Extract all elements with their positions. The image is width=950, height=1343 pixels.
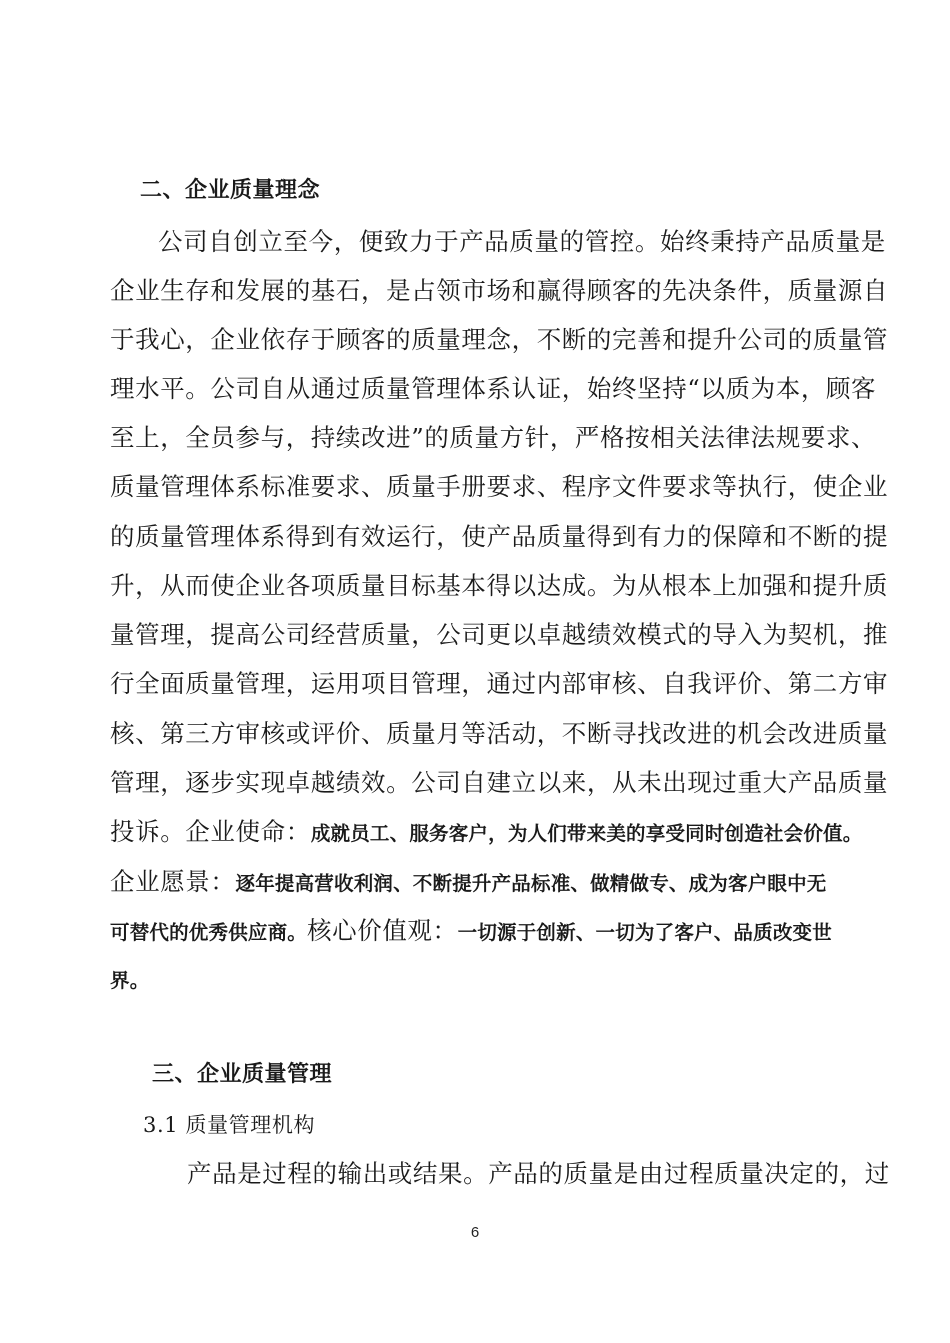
vision-line: [110, 867, 827, 899]
paragraph-line: 核、第三方审核或评价、质量月等活动，不断寻找改进的机会改进质量: [110, 719, 889, 748]
mission-label: 投诉。企业使命：: [110, 817, 311, 846]
core-values-text-end: 界。: [110, 969, 150, 992]
mission-text: 成就员工、服务客户，为人们带来美的享受同时创造社会价值。: [310, 822, 863, 845]
core-values-label: 核心价值观：: [307, 916, 458, 945]
paragraph-line: 管理，逐步实现卓越绩效。公司自建立以来，从未出现过重大产品质量: [110, 768, 889, 797]
paragraph-line: 升，从而使企业各项质量目标基本得以达成。为从根本上加强和提升质: [110, 571, 889, 600]
page-number: 6: [470, 1224, 480, 1241]
paragraph-line: 公司自创立至今，便致力于产品质量的管控。始终秉持产品质量是: [158, 227, 886, 256]
vision-label: 企业愿景：: [110, 867, 236, 896]
paragraph-line: 行全面质量管理，运用项目管理，通过内部审核、自我评价、第二方审: [110, 669, 889, 698]
paragraph-line: 量管理，提高公司经营质量，公司更以卓越绩效模式的导入为契机，推: [110, 620, 889, 649]
vision-text-continued: 可替代的优秀供应商。: [110, 921, 308, 944]
vision-text: 逐年提高营收利润、不断提升产品标准、做精做专、成为客户眼中无: [235, 872, 827, 895]
values-line: [110, 916, 832, 948]
mission-line: [110, 817, 863, 849]
subsection-heading-quality-org: 3.1 质量管理机构: [143, 1113, 316, 1137]
paragraph-line: 产品是过程的输出或结果。产品的质量是由过程质量决定的，过: [187, 1159, 890, 1188]
paragraph-line: 企业生存和发展的基石，是占领市场和赢得顾客的先决条件，质量源自: [110, 276, 889, 305]
paragraph-line: 的质量管理体系得到有效运行，使产品质量得到有力的保障和不断的提: [110, 522, 889, 551]
paragraph-line: 质量管理体系标准要求、质量手册要求、程序文件要求等执行，使企业: [110, 472, 889, 501]
paragraph-line: 理水平。公司自从通过质量管理体系认证，始终坚持“以质为本，顾客: [110, 374, 877, 403]
paragraph-line: 至上，全员参与，持续改进”的质量方针，严格按相关法律法规要求、: [110, 423, 877, 452]
section-heading-quality-philosophy: 二、企业质量理念: [140, 178, 321, 203]
section-heading-quality-management: 三、企业质量管理: [152, 1062, 333, 1087]
paragraph-line: 于我心，企业依存于顾客的质量理念，不断的完善和提升公司的质量管: [110, 325, 889, 354]
core-values-text: 一切源于创新、一切为了客户、品质改变世: [457, 921, 832, 944]
